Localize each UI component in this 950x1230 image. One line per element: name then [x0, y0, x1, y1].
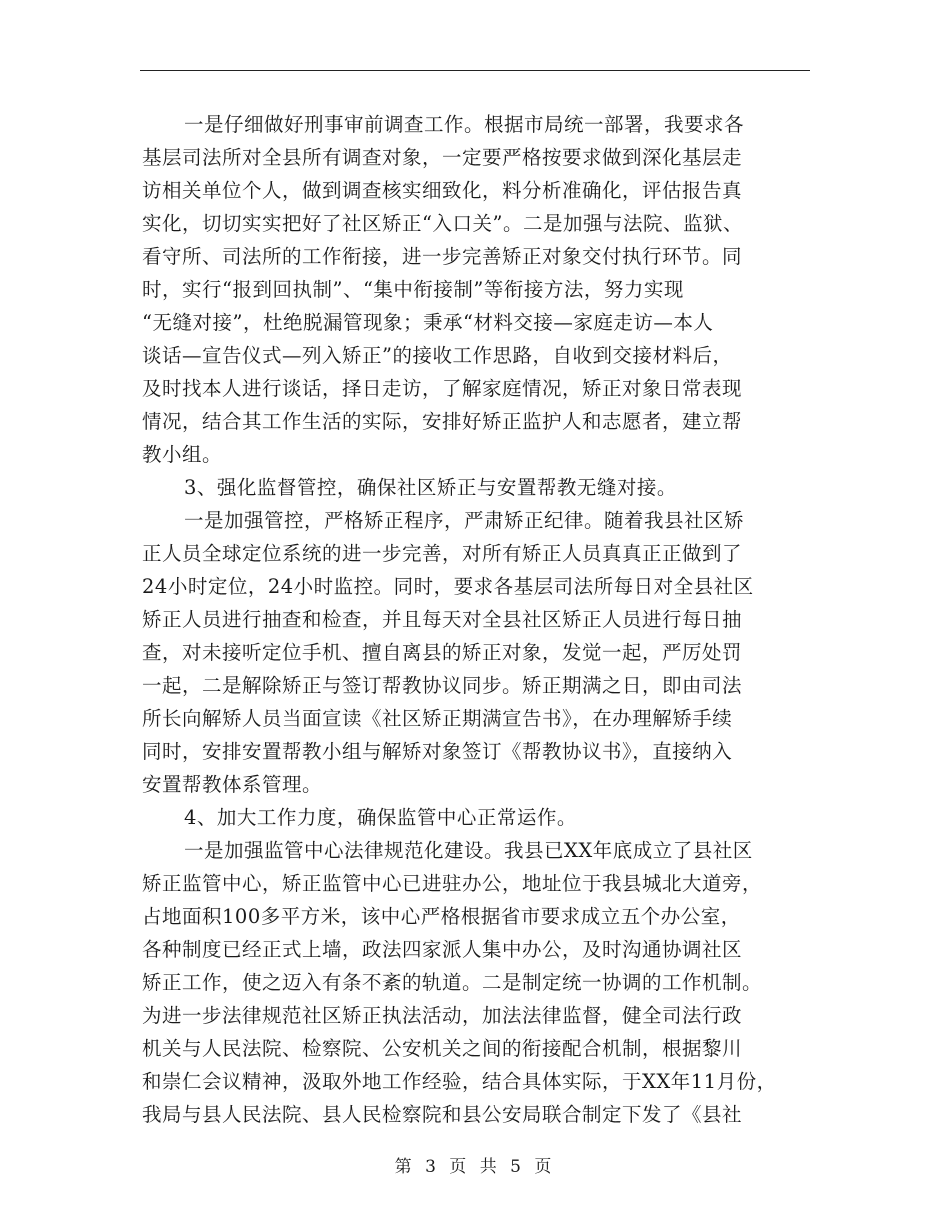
text-line: 情况，结合其工作生活的实际，安排好矫正监护人和志愿者，建立帮 [142, 410, 743, 433]
text-line: 安置帮教体系管理。 [142, 773, 323, 796]
text-line: 实化，切切实实把好了社区矫正“入口关”。二是加强与法院、监狱、 [142, 212, 743, 235]
text-line: 教小组。 [142, 443, 223, 466]
text-line: 3、强化监督管控，确保社区矫正与安置帮教无缝对接。 [184, 476, 677, 499]
text-line: 矫正监管中心，矫正监管中心已进驻办公，地址位于我县城北大道旁， [142, 872, 763, 895]
text-line: 所长向解矫人员当面宣读《社区矫正期满宣告书》，在办理解矫手续 [142, 707, 733, 730]
text-line: 基层司法所对全县所有调查对象，一定要严格按要求做到深化基层走 [142, 146, 743, 169]
text-line: 矫正人员进行抽查和检查，并且每天对全县社区矫正人员进行每日抽 [142, 608, 743, 631]
text-line: 正人员全球定位系统的进一步完善，对所有矫正人员真真正正做到了 [142, 542, 743, 565]
text-line: 一是仔细做好刑事审前调查工作。根据市局统一部署，我要求各 [184, 113, 745, 136]
text-line: 时，实行“报到回执制”、“集中衔接制”等衔接方法，努力实现 [142, 278, 684, 301]
text-line: 机关与人民法院、检察院、公安机关之间的衔接配合机制，根据黎川 [142, 1037, 743, 1060]
text-line: 同时，安排安置帮教小组与解矫对象签订《帮教协议书》，直接纳入 [142, 740, 733, 763]
text-line: 24小时定位，24小时监控。同时，要求各基层司法所每日对全县社区 [142, 575, 754, 598]
text-line: 及时找本人进行谈话，择日走访，了解家庭情况，矫正对象日常表现 [142, 377, 743, 400]
page-footer: 第 3 页 共 5 页 [394, 1157, 556, 1177]
text-line: 占地面积100多平方米，该中心严格根据省市要求成立五个办公室， [142, 905, 741, 928]
header-rule [140, 70, 810, 71]
text-line: 访相关单位个人，做到调查核实细致化，料分析准确化，评估报告真 [142, 179, 743, 202]
text-line: 一起，二是解除矫正与签订帮教协议同步。矫正期满之日，即由司法 [142, 674, 743, 697]
text-line: 一是加强管控，严格矫正程序，严肃矫正纪律。随着我县社区矫 [184, 509, 745, 532]
document-body [142, 108, 822, 1131]
text-line: 谈话—宣告仪式—列入矫正”的接收工作思路，自收到交接材料后， [142, 344, 733, 367]
text-line: “无缝对接”，杜绝脱漏管现象；秉承“材料交接—家庭走访—本人 [142, 311, 714, 334]
text-line: 4、加大工作力度，确保监管中心正常运作。 [184, 806, 577, 829]
text-line: 看守所、司法所的工作衔接，进一步完善矫正对象交付执行环节。同 [142, 245, 743, 268]
text-line: 一是加强监管中心法律规范化建设。我县已XX年底成立了县社区 [184, 839, 753, 862]
text-line: 矫正工作，使之迈入有条不紊的轨道。二是制定统一协调的工作机制。 [142, 971, 763, 994]
text-line: 和崇仁会议精神，汲取外地工作经验，结合具体实际，于XX年11月份， [142, 1070, 777, 1093]
text-line: 为进一步法律规范社区矫正执法活动，加法法律监督，健全司法行政 [142, 1004, 743, 1027]
text-line: 查，对未接听定位手机、擅自离县的矫正对象，发觉一起，严厉处罚 [142, 641, 743, 664]
text-line: 我局与县人民法院、县人民检察院和县公安局联合制定下发了《县社 [142, 1103, 743, 1126]
text-line: 各种制度已经正式上墙，政法四家派人集中办公，及时沟通协调社区 [142, 938, 743, 961]
